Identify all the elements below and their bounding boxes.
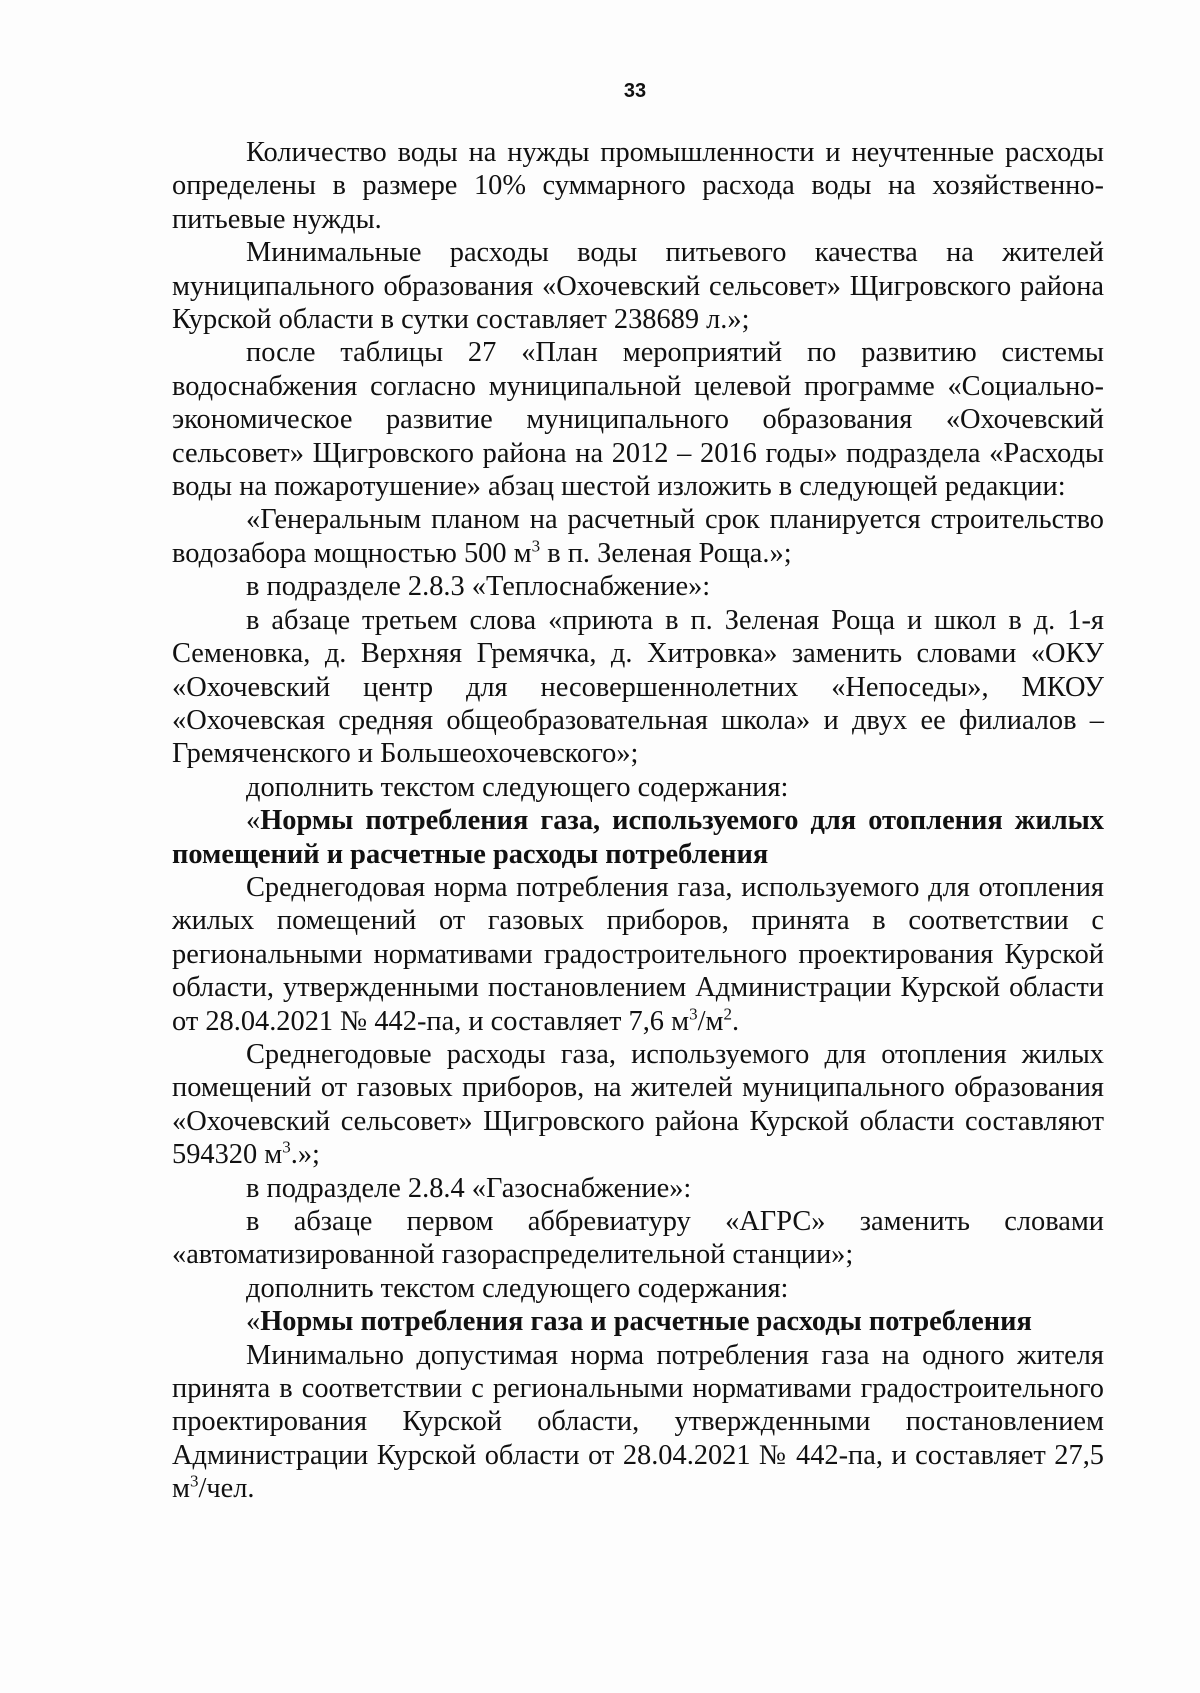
- paragraph-replace-words: в абзаце третьем слова «приюта в п. Зеленая Роща и школ в д. 1-я Семеновка, д. Верхняя Гремячка, д. Хитровка» заменить словами «ОКУ «Охочевский центр для несовершеннолетних «Непоседы», МКОУ «Охочевская средняя общеобразовательная школа» и двух ее филиалов – Гремяченского и Большеохочевского»;: [172, 604, 1104, 770]
- paragraph-annual-gas-consumption: [172, 1038, 1104, 1172]
- paragraph-text: /чел.: [198, 1473, 255, 1505]
- paragraph-subsection-2-8-4: в подразделе 2.8.4 «Газоснабжение»:: [246, 1172, 692, 1204]
- paragraph-text: /м: [697, 1005, 724, 1037]
- paragraph-text: в п. Зеленая Роща.»;: [540, 537, 792, 569]
- paragraph-text: Среднегодовые расходы газа, используемого для отопления жилых помещений от газовых приборов, на жителей муниципального образования «Охочевский сельсовет» Щигровского района Курской области составляют 594320 м: [172, 1038, 1104, 1171]
- document-body: [172, 136, 1104, 1506]
- paragraph-supplement-1: дополнить текстом следующего содержания:: [246, 771, 789, 803]
- paragraph-after-table-27: после таблицы 27 «План мероприятий по развитию системы водоснабжения согласно муниципальной целевой программе «Социально-экономическое развитие муниципального образования «Охочевский сельсовет» Щигровского района на 2012 – 2016 годы» подраздела «Расходы воды на пожаротушение» абзац шестой изложить в следующей редакции:: [172, 337, 1104, 503]
- paragraph-text: Среднегодовая норма потребления газа, используемого для отопления жилых помещений от газовых приборов, принята в соответствии с региональными нормативами градостроительного проектирования Курской области, утвержденными постановлением Администрации Курской области от 28.04.2021 № 442-па, и составляет 7,6 м: [172, 871, 1104, 1037]
- paragraph-text: .: [731, 1005, 740, 1037]
- heading-gas-norms: [172, 1305, 1104, 1338]
- superscript: 3: [189, 1471, 199, 1491]
- heading-gas-heating-norms: [172, 804, 1104, 871]
- paragraph-min-drinking-water: Минимальные расходы воды питьевого качества на жителей муниципального образования «Охочевский сельсовет» Щигровского района Курской области в сутки составляет 238689 л.»;: [172, 237, 1104, 336]
- superscript: 2: [723, 1004, 732, 1024]
- paragraph-text: Минимально допустимая норма потребления газа на одного жителя принята в соответствии с региональными нормативами градостроительного проектирования Курской области, утвержденными постановлением Администрации Курской области от 28.04.2021 № 442-па, и составляет 27,5 м: [172, 1339, 1104, 1505]
- superscript: 3: [282, 1137, 291, 1157]
- heading-text: Нормы потребления газа, используемого для отопления жилых помещений и расчетные расходы потребления: [172, 805, 1104, 870]
- page-number: 33: [623, 80, 647, 102]
- heading-quote: «: [246, 1306, 261, 1338]
- paragraph-subsection-2-8-3: в подразделе 2.8.3 «Теплоснабжение»:: [246, 571, 711, 603]
- paragraph-text: .»;: [290, 1139, 320, 1171]
- paragraph-replace-agrs: в абзаце первом аббревиатуру «АГРС» заменить словами «автоматизированной газораспределительной станции»;: [172, 1206, 1104, 1271]
- paragraph-industry-water: Количество воды на нужды промышленности и неучтенные расходы определены в размере 10% суммарного расхода воды на хозяйственно-питьевые нужды.: [172, 137, 1104, 235]
- paragraph-annual-gas-norm: [172, 871, 1104, 1038]
- heading-quote: «: [246, 805, 261, 837]
- superscript: 3: [689, 1004, 698, 1024]
- paragraph-min-gas-norm: [172, 1339, 1104, 1506]
- superscript: 3: [531, 536, 541, 556]
- paragraph-text: «Генеральным планом на расчетный срок планируется строительство водозабора мощностью 500 м: [172, 504, 1104, 569]
- paragraph-supplement-2: дополнить текстом следующего содержания:: [246, 1272, 789, 1304]
- paragraph-water-intake: [172, 503, 1104, 570]
- heading-text: Нормы потребления газа и расчетные расходы потребления: [260, 1306, 1032, 1338]
